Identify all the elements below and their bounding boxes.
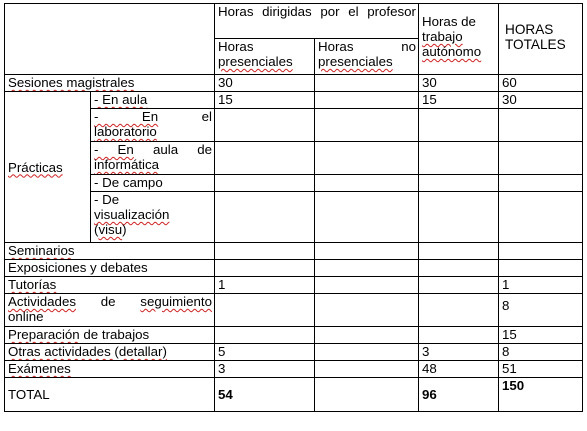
hours-table (4, 3, 583, 412)
cell-total (499, 142, 583, 175)
cell-autonomo (419, 327, 499, 344)
table-row (5, 243, 583, 260)
row-label: - De visualización (visu) (91, 192, 215, 243)
total-row (5, 378, 583, 412)
cell-autonomo: 15 (419, 92, 499, 109)
row-label: Exposiciones y debates (5, 260, 215, 277)
cell-autonomo (419, 142, 499, 175)
cell-presenciales (215, 327, 315, 344)
total-label: TOTAL (5, 378, 215, 412)
cell-total (499, 192, 583, 243)
cell-presenciales (215, 175, 315, 192)
cell-no-presenciales (315, 175, 419, 192)
header-blank-cell (5, 4, 215, 75)
row-label: - En aula de informática (91, 142, 215, 175)
cell-no-presenciales (315, 277, 419, 294)
cell-no-presenciales (315, 344, 419, 361)
row-label: Tutorías (5, 277, 215, 294)
total-autonomo: 96 (419, 378, 499, 412)
cell-autonomo (419, 175, 499, 192)
table-row (5, 109, 583, 142)
cell-autonomo (419, 260, 499, 277)
header-dirigidas: Horas dirigidas por el profesor (215, 4, 419, 39)
cell-presenciales (215, 260, 315, 277)
table-row (5, 361, 583, 378)
cell-presenciales: 30 (215, 75, 315, 92)
cell-total: 8 (499, 344, 583, 361)
row-label: Otras actividades (detallar) (5, 344, 215, 361)
cell-autonomo (419, 277, 499, 294)
total-presenciales: 54 (215, 378, 315, 412)
cell-no-presenciales (315, 92, 419, 109)
cell-autonomo: 3 (419, 344, 499, 361)
cell-autonomo: 30 (419, 75, 499, 92)
cell-total: 8 (499, 294, 583, 327)
row-label: Exámenes (5, 361, 215, 378)
row-label: Seminarios (5, 243, 215, 260)
cell-total (499, 109, 583, 142)
table-row (5, 344, 583, 361)
cell-autonomo (419, 294, 499, 327)
cell-presenciales: 3 (215, 361, 315, 378)
header-row (5, 4, 583, 39)
header-no-presenciales: Horas no presenciales (315, 39, 419, 75)
header-totales: HORAS TOTALES (499, 4, 583, 75)
cell-total: 15 (499, 327, 583, 344)
cell-presenciales: 15 (215, 92, 315, 109)
cell-total: 51 (499, 361, 583, 378)
cell-no-presenciales (315, 361, 419, 378)
cell-no-presenciales (315, 142, 419, 175)
cell-presenciales (215, 294, 315, 327)
cell-no-presenciales (315, 109, 419, 142)
cell-total (499, 175, 583, 192)
cell-autonomo (419, 192, 499, 243)
cell-presenciales (215, 192, 315, 243)
cell-no-presenciales (315, 243, 419, 260)
row-label: Actividades de seguimiento online (5, 294, 215, 327)
cell-no-presenciales (315, 192, 419, 243)
cell-total (499, 243, 583, 260)
total-total: 150 (499, 378, 583, 412)
row-label: Preparación de trabajos (5, 327, 215, 344)
cell-no-presenciales (315, 75, 419, 92)
total-no-presenciales (315, 378, 419, 412)
table-row (5, 327, 583, 344)
header-autonomo: Horas de trabajo autónomo (419, 4, 499, 75)
row-label: - En aula (91, 92, 215, 109)
row-label: - De campo (91, 175, 215, 192)
table-row (5, 294, 583, 327)
cell-autonomo (419, 243, 499, 260)
table-row (5, 277, 583, 294)
cell-presenciales (215, 142, 315, 175)
cell-total (499, 260, 583, 277)
header-presenciales: Horas presenciales (215, 39, 315, 75)
cell-no-presenciales (315, 327, 419, 344)
cell-total: 30 (499, 92, 583, 109)
table-row (5, 142, 583, 175)
cell-presenciales (215, 243, 315, 260)
row-label: - En el laboratorio (91, 109, 215, 142)
cell-total: 60 (499, 75, 583, 92)
table-row (5, 75, 583, 92)
cell-total: 1 (499, 277, 583, 294)
practicas-label: Prácticas (5, 92, 91, 243)
table-row (5, 192, 583, 243)
table-row (5, 92, 583, 109)
cell-no-presenciales (315, 260, 419, 277)
table-row (5, 175, 583, 192)
table-row (5, 260, 583, 277)
cell-no-presenciales (315, 294, 419, 327)
cell-presenciales: 5 (215, 344, 315, 361)
cell-autonomo: 48 (419, 361, 499, 378)
row-label: Sesiones magistrales (5, 75, 215, 92)
cell-presenciales (215, 109, 315, 142)
cell-presenciales: 1 (215, 277, 315, 294)
cell-autonomo (419, 109, 499, 142)
